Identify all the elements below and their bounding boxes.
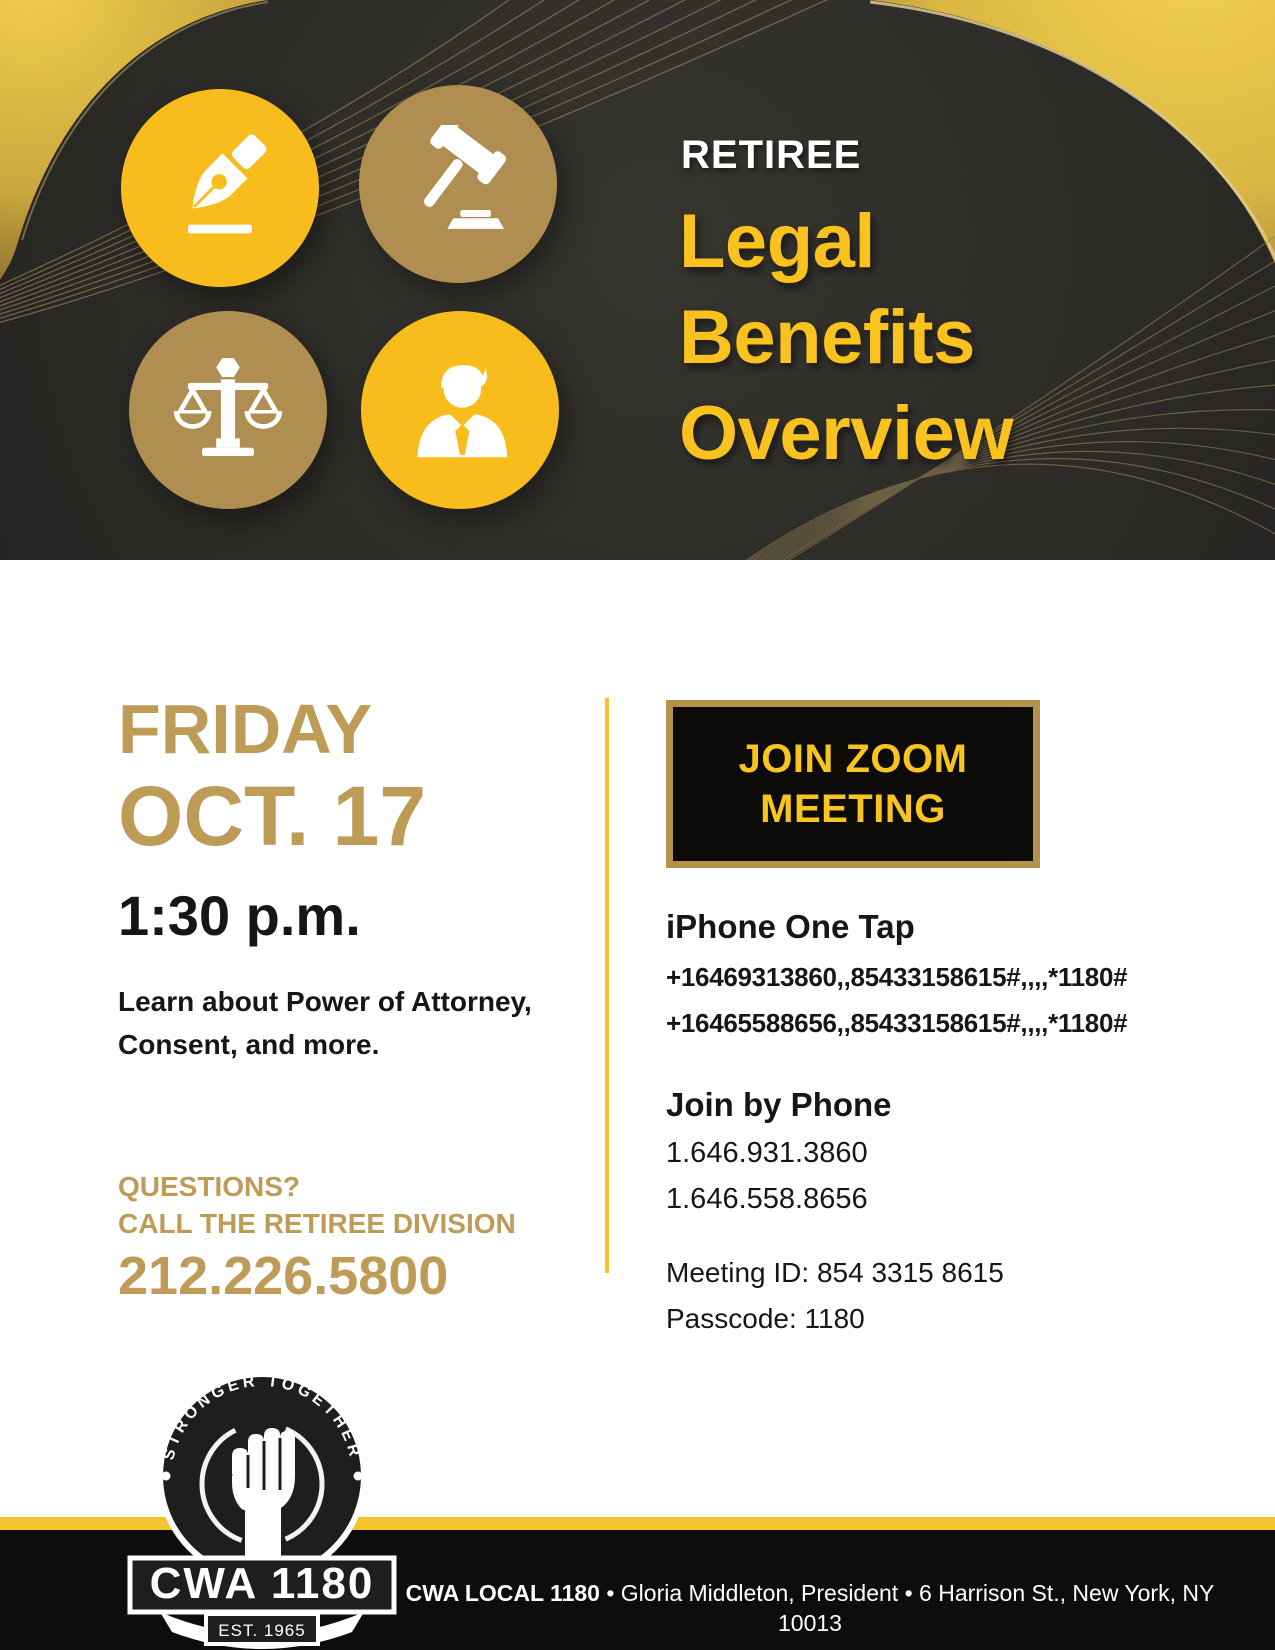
column-divider <box>605 698 609 1273</box>
join-by-phone-numbers <box>666 1130 1226 1222</box>
join-zoom-button[interactable] <box>666 700 1040 868</box>
one-tap-number-1: +16469313860,,85433158615#,,,,*1180# <box>666 962 1128 992</box>
questions-block <box>118 1168 583 1306</box>
lawyer-icon <box>361 311 559 509</box>
retiree-division-phone: 212.226.5800 <box>118 1246 449 1306</box>
phone-number-1: 1.646.931.3860 <box>666 1137 868 1169</box>
zoom-details-column <box>666 700 1226 1342</box>
badge-dot-left <box>162 1472 171 1481</box>
event-description-line-1: Learn about Power of Attorney, <box>118 986 532 1017</box>
badge-arc-text: STRONGER TOGETHER <box>160 1372 364 1462</box>
title-line-1: Legal <box>679 199 875 284</box>
event-date: OCT. 17 <box>118 769 427 863</box>
title-line-2: Benefits <box>679 295 975 380</box>
one-tap-number-2: +16465588656,,85433158615#,,,,*1180# <box>666 1008 1128 1038</box>
footer-org-name: CWA LOCAL 1180 <box>405 1580 600 1606</box>
event-description <box>118 980 583 1066</box>
join-zoom-button-line-2: MEETING <box>760 787 946 831</box>
event-details-column <box>118 692 583 1306</box>
cwa-1180-logo <box>126 1360 398 1650</box>
meeting-credentials <box>666 1250 1226 1342</box>
join-by-phone-heading: Join by Phone <box>666 1086 892 1123</box>
badge-est-text: EST. 1965 <box>218 1621 306 1640</box>
join-zoom-button-line-1: JOIN ZOOM <box>738 737 968 781</box>
questions-label: QUESTIONS? <box>118 1171 301 1202</box>
meeting-id: Meeting ID: 854 3315 8615 <box>666 1257 1004 1288</box>
pen-nib-icon <box>121 89 319 287</box>
event-time: 1:30 p.m. <box>118 884 361 947</box>
phone-number-2: 1.646.558.8656 <box>666 1183 868 1215</box>
call-label: CALL THE RETIREE DIVISION <box>118 1208 516 1239</box>
badge-name: CWA 1180 <box>149 1559 375 1608</box>
footer-org-details: • Gloria Middleton, President • 6 Harrison St., New York, NY 10013 <box>599 1580 1215 1636</box>
event-description-line-2: Consent, and more. <box>118 1029 380 1060</box>
footer-text <box>400 1578 1220 1638</box>
meeting-passcode: Passcode: 1180 <box>666 1303 865 1334</box>
page-title <box>679 194 1013 482</box>
eyebrow-retiree: RETIREE <box>681 133 862 177</box>
badge-dot-right <box>354 1472 363 1481</box>
event-day: FRIDAY <box>118 690 373 768</box>
iphone-one-tap-numbers <box>666 954 1226 1046</box>
iphone-one-tap-heading: iPhone One Tap <box>666 908 915 945</box>
gavel-icon <box>359 85 557 283</box>
title-line-3: Overview <box>679 391 1013 476</box>
scales-icon <box>129 311 327 509</box>
